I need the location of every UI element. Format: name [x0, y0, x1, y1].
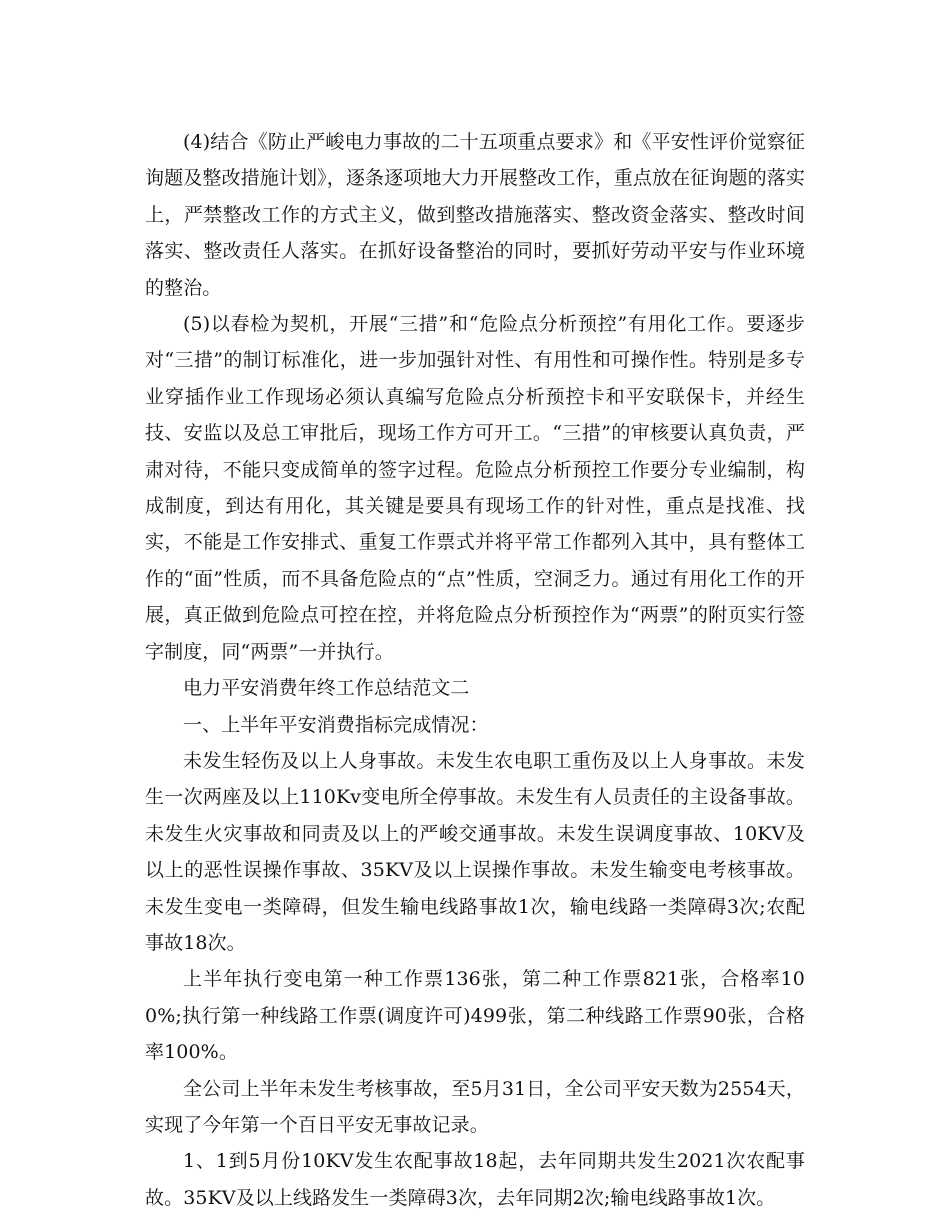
paragraph-work-tickets: 上半年执行变电第一种工作票136张，第二种工作票821张，合格率100%;执行第一种线路工作票(调度许可)499张，第二种线路工作票90张，合格率100%。	[145, 968, 805, 1064]
paragraph-safety-days: 全公司上半年未发生考核事故，至5月31日，全公司平安天数为2554天，实现了今年第一个百日平安无事故记录。	[145, 1077, 805, 1136]
section-title: 电力平安消费年终工作总结范文二	[183, 677, 470, 700]
paragraph-list-item-1: 1、1到5月份10KV发生农配事故18起，去年同期共发生2021次农配事故。35KV及以上线路发生一类障碍3次，去年同期2次;输电线路事故1次。	[145, 1150, 805, 1209]
paragraph-item-5: (5)以春检为契机，开展“三措”和“危险点分析预控”有用化工作。要逐步对“三措”的制订标准化，进一步加强针对性、有用性和可操作性。特别是多专业穿插作业工作现场必须认真编写危险点分析预控卡和平安联保卡，并经生技、安监以及总工审批后，现场工作方可开工。“三措”的审核要认真负责，严肃对待，不能只变成简单的签字过程。危险点分析预控工作要分专业编制，构成制度，到达有用化，其关键是要具有现场工作的针对性，重点是找准、找实，不能是工作安排式、重复工作票式并将平常工作都列入其中，具有整体工作的“面”性质，而不具备危险点的“点”性质，空洞乏力。通过有用化工作的开展，真正做到危险点可控在控，并将危险点分析预控作为“两票”的附页实行签字制度，同“两票”一并执行。	[145, 313, 805, 663]
document-page	[145, 124, 805, 1216]
paragraph-item-4: (4)结合《防止严峻电力事故的二十五项重点要求》和《平安性评价觉察征询题及整改措施计划》，逐条逐项地大力开展整改工作，重点放在征询题的落实上，严禁整改工作的方式主义，做到整改措施落实、整改资金落实、整改时间落实、整改责任人落实。在抓好设备整治的同时，要抓好劳动平安与作业环境的整治。	[145, 131, 805, 299]
paragraph-accidents: 未发生轻伤及以上人身事故。未发生农电职工重伤及以上人身事故。未发生一次两座及以上110Kv变电所全停事故。未发生有人员责任的主设备事故。未发生火灾事故和同责及以上的严峻交通事故。未发生误调度事故、10KV及以上的恶性误操作事故、35KV及以上误操作事故。未发生输变电考核事故。未发生变电一类障碍，但发生输电线路事故1次，输电线路一类障碍3次;农配事故18次。	[145, 749, 805, 954]
subsection-heading: 一、上半年平安消费指标完成情况：	[183, 713, 489, 736]
